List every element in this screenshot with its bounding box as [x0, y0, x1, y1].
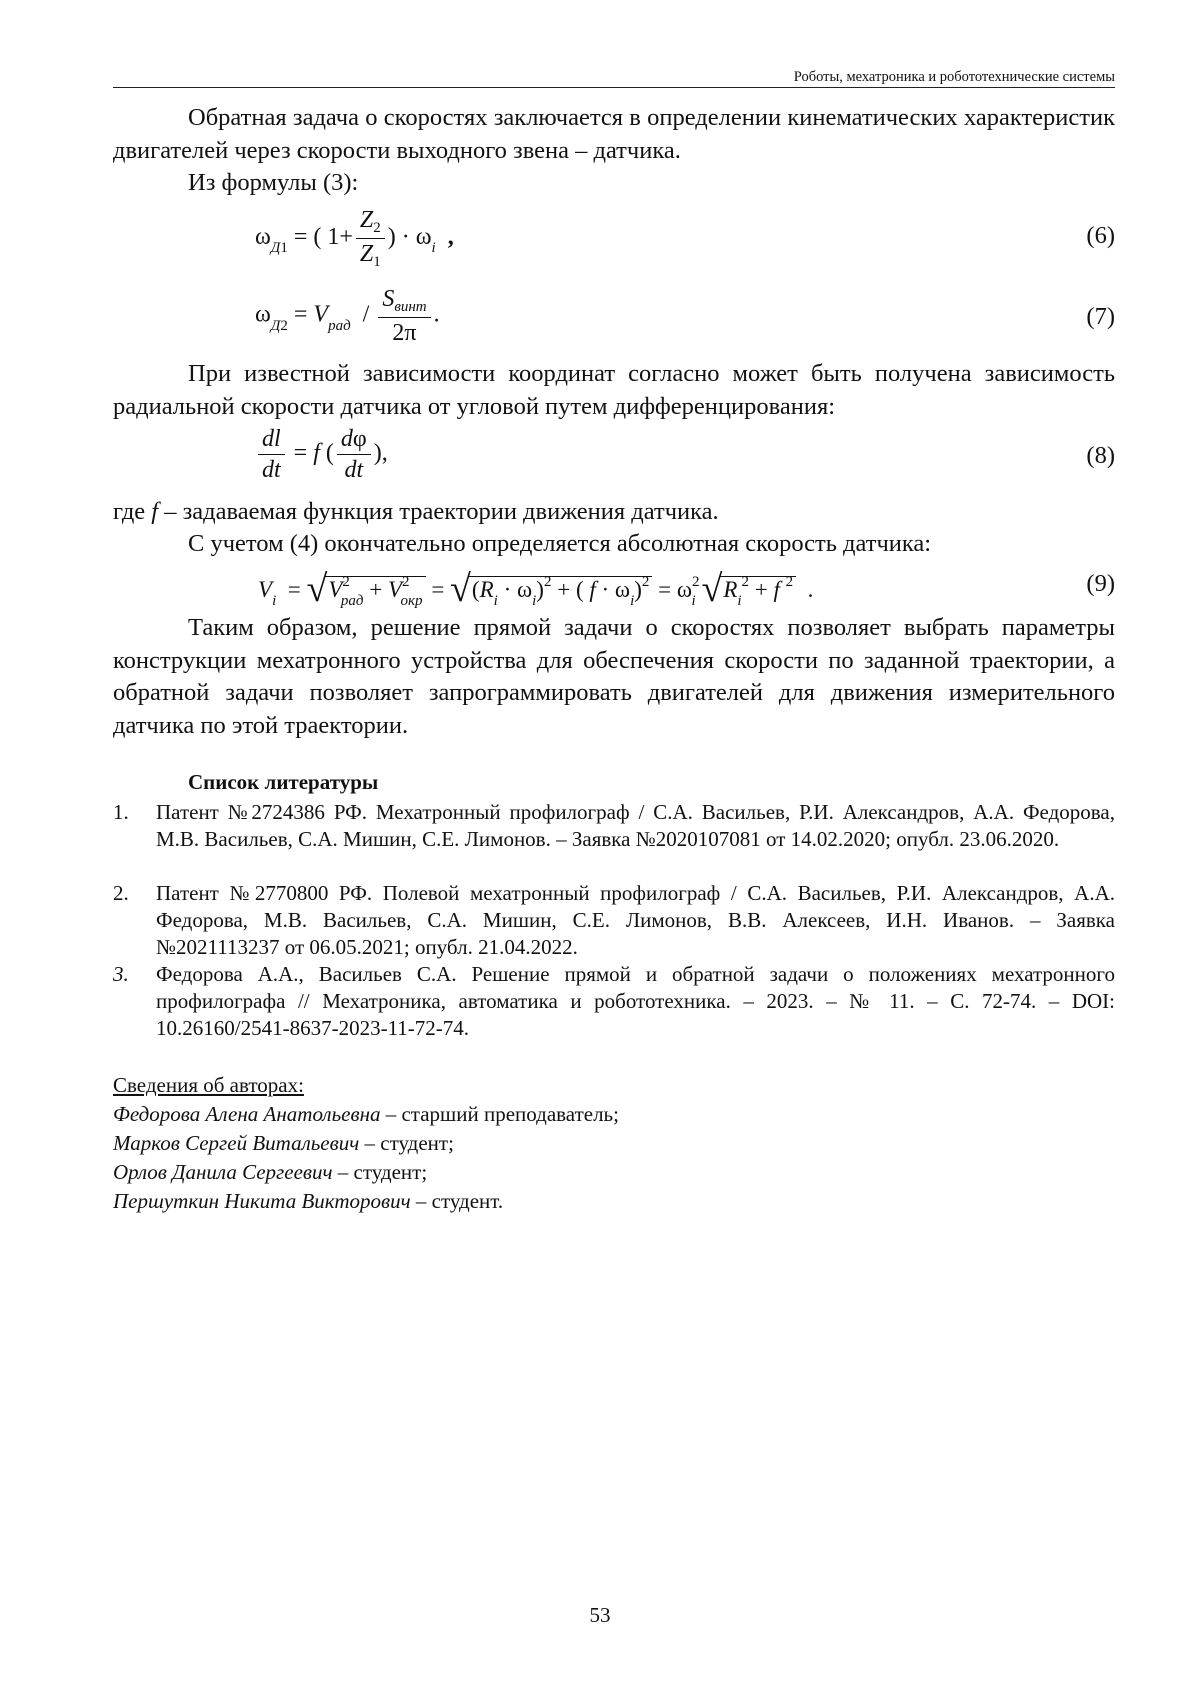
paragraph-4	[113, 496, 1115, 529]
header-rule	[113, 87, 1115, 88]
equation-7: ωД2 = Vрад / Sвинт 2π .	[255, 284, 440, 348]
equation-8-number: (8)	[1086, 442, 1115, 470]
page-number: 53	[0, 1603, 1200, 1628]
author-name: Орлов Данила Сергеевич	[113, 1160, 333, 1184]
paragraph-2: Из формулы (3):	[113, 167, 1115, 200]
reference-text: Патент №2724386 РФ. Мехатронный профилограф / С.А. Васильев, Р.И. Александров, А.А. Федорова, М.В. Васильев, С.А. Мишин, С.Е. Лимонов. – Заявка №2020107081 от 14.02.2020; опубл. 23.06.2020.	[156, 799, 1115, 853]
reference-item	[113, 799, 1115, 853]
author-line	[113, 1129, 619, 1158]
paragraph-4-post: – задаваемая функция траектории движения датчика.	[158, 498, 719, 525]
running-header: Роботы, мехатроника и робототехнические системы	[113, 69, 1115, 86]
equation-6: ωД1 = ( 1+ Z2 Z1 ) · ωi ,	[255, 205, 454, 272]
author-name: Марков Сергей Витальевич	[113, 1131, 359, 1155]
author-role: – студент;	[333, 1160, 428, 1184]
equation-9-number: (9)	[1086, 570, 1115, 598]
reference-number: 1.	[113, 799, 129, 826]
author-role: – старший преподаватель;	[380, 1102, 618, 1126]
paragraph-4-pre: где	[113, 498, 151, 525]
paragraph-5: С учетом (4) окончательно определяется абсолютная скорость датчика:	[113, 528, 1115, 561]
reference-number: 3.	[113, 961, 129, 988]
author-line	[113, 1158, 619, 1187]
authors-heading: Сведения об авторах:	[113, 1071, 619, 1100]
references-title: Список литературы	[188, 770, 378, 795]
function-symbol: f	[151, 498, 158, 525]
equation-9: Vi = √V2рад + V2окр = √(Ri · ωi)2 + ( f · ωi)2 = ω2i √Ri2 + f 2 .	[258, 563, 813, 607]
equation-8: dl dt = f ( dφ dt ),	[255, 424, 388, 485]
reference-text: Федорова А.А., Васильев С.А. Решение прямой и обратной задачи о положениях мехатронного профилографа // Мехатроника, автоматика и робототехника. – 2023. – № 11. – С. 72-74. – DOI: 10.26160/2541-8637-2023-11-72-74.	[156, 961, 1115, 1042]
reference-text: Патент №2770800 РФ. Полевой мехатронный профилограф / С.А. Васильев, Р.И. Александров, А.А. Федорова, М.В. Васильев, С.А. Мишин, С.Е. Лимонов, В.В. Алексеев, И.Н. Иванов. – Заявка №2021113237 от 06.05.2021; опубл. 21.04.2022.	[156, 880, 1115, 961]
equation-6-number: (6)	[1086, 222, 1115, 250]
author-name: Федорова Алена Анатольевна	[113, 1102, 380, 1126]
paragraph-3: При известной зависимости координат согласно может быть получена зависимость радиальной скорости датчика от угловой путем дифференцирования:	[113, 358, 1115, 423]
reference-item	[113, 880, 1115, 961]
author-name: Першуткин Никита Викторович	[113, 1189, 411, 1213]
authors-block	[113, 1071, 619, 1216]
paragraph-1: Обратная задача о скоростях заключается в определении кинематических характеристик двигателей через скорости выходного звена – датчика.	[113, 102, 1115, 167]
author-line	[113, 1187, 619, 1216]
equation-7-number: (7)	[1086, 303, 1115, 331]
paragraph-6: Таким образом, решение прямой задачи о скоростях позволяет выбрать параметры конструкции мехатронного устройства для обеспечения скорости по заданной траектории, а обратной задачи позволяет запрограммировать двигателей для движения измерительного датчика по этой траектории.	[113, 612, 1115, 742]
author-line	[113, 1100, 619, 1129]
author-role: – студент.	[411, 1189, 504, 1213]
author-role: – студент;	[359, 1131, 454, 1155]
reference-item	[113, 961, 1115, 1042]
reference-number: 2.	[113, 880, 129, 907]
